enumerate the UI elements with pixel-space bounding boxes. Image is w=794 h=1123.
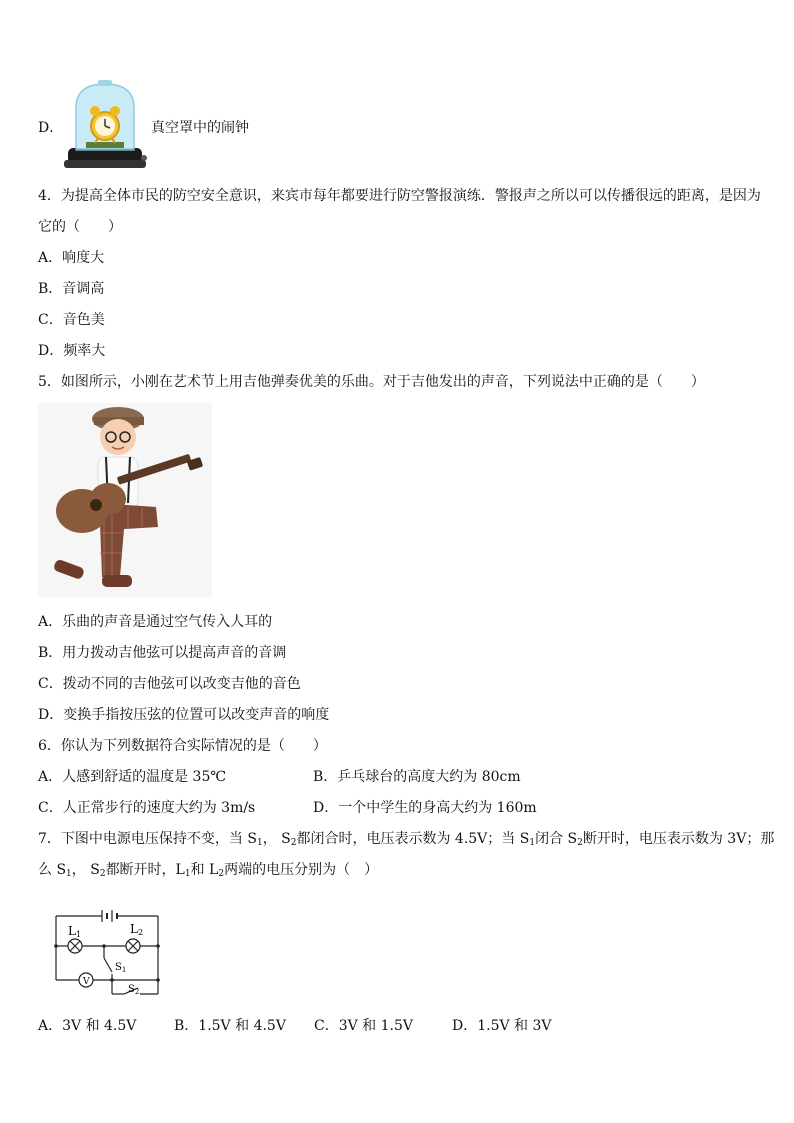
q6-option-c: C．人正常步行的速度大约为 3m/s	[38, 800, 256, 816]
q3-option-d-text: 真空罩中的闹钟	[151, 120, 249, 136]
q4-stem-line2: 它的（ ）	[38, 219, 122, 235]
q6-option-a: A．人感到舒适的温度是 35℃	[38, 769, 227, 785]
q6-stem: 6．你认为下列数据符合实际情况的是（ ）	[38, 738, 327, 754]
q7-option-d: D．1.5V 和 3V	[452, 1018, 552, 1034]
circuit-label-s1: $S_1$	[115, 962, 127, 974]
circuit-label-l2: L2	[130, 922, 144, 937]
q7-option-a: A．3V 和 4.5V	[38, 1018, 137, 1034]
voltmeter-label: V	[83, 977, 90, 987]
q4-option-a: A．响度大	[38, 250, 105, 266]
q7-option-c: C．3V 和 1.5V	[314, 1018, 414, 1034]
q5-option-b: B．用力拨动吉他弦可以提高声音的音调	[38, 645, 287, 661]
q6-option-b: B．乒乓球台的高度大约为 80cm	[313, 769, 521, 785]
q7-option-b: B．1.5V 和 4.5V	[174, 1018, 286, 1034]
q3-option-d-label: D．	[38, 120, 64, 136]
q7-stem-line1: 7．下图中电源电压保持不变，当 $S_1$， $S_2$都闭合时，电压表示数为 4.5V；当 $S_1$闭合 $S_2$断开时，电压表示数为 3V；那	[38, 831, 775, 848]
q4-stem-line1: 4．为提高全体市民的防空安全意识，来宾市每年都要进行防空警报演练．警报声之所以可以传播很远的距离，是因为	[38, 188, 761, 204]
q4-option-d: D．频率大	[38, 343, 106, 359]
circuit-label-l1: L1	[68, 924, 82, 939]
q5-stem: 5．如图所示，小刚在艺术节上用吉他弹奏优美的乐曲。对于吉他发出的声音，下列说法中正确的是（ ）	[38, 374, 705, 390]
q4-option-c: C．音色美	[38, 312, 105, 328]
q5-option-c: C．拨动不同的吉他弦可以改变吉他的音色	[38, 676, 301, 692]
circuit-label-s2: $S_2$	[128, 984, 140, 996]
q7-stem-line2: 么 $S_1$， $S_2$都断开时，$L_1$和 $L_2$两端的电压分别为（ ）	[38, 862, 379, 879]
q4-option-b: B．音调高	[38, 281, 105, 297]
guitar-player-image	[38, 403, 212, 597]
circuit-diagram	[50, 902, 170, 998]
q5-option-d: D．变换手指按压弦的位置可以改变声音的响度	[38, 707, 330, 723]
q6-option-d: D．一个中学生的身高大约为 160m	[313, 800, 537, 816]
q5-option-a: A．乐曲的声音是通过空气传入人耳的	[38, 614, 273, 630]
bell-jar-alarm-clock-image	[62, 78, 148, 170]
